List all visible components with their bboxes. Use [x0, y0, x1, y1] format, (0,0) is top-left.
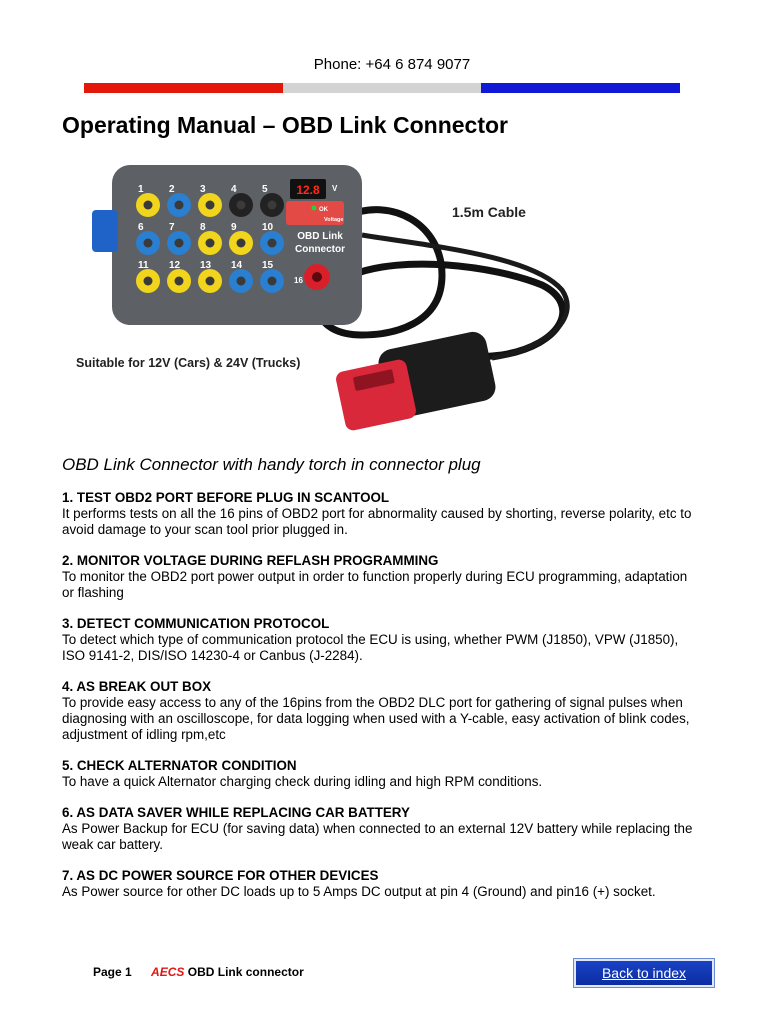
section-heading: 5. CHECK ALTERNATOR CONDITION	[62, 758, 297, 773]
product-photo	[62, 155, 622, 450]
pin-number: 15	[262, 260, 274, 271]
section-heading: 6. AS DATA SAVER WHILE REPLACING CAR BATTERY	[62, 805, 410, 820]
product-name: OBD Link connector	[187, 965, 304, 979]
display-unit: V	[332, 184, 338, 193]
section-body: As Power Backup for ECU (for saving data) when connected to an external 12V battery while replacing the weak car battery.	[62, 821, 693, 852]
section-body: As Power source for other DC loads up to 5 Amps DC output at pin 4 (Ground) and pin16 (+) socket.	[62, 884, 656, 899]
page-title: Operating Manual – OBD Link Connector	[62, 112, 508, 138]
pin-number: 7	[169, 222, 175, 233]
back-to-index-link[interactable]: Back to index	[601, 965, 687, 981]
page-number: Page 1	[93, 965, 132, 979]
display-value: 12.8	[296, 183, 320, 197]
pin-socket-hole	[206, 277, 215, 286]
feature-section	[62, 553, 702, 601]
pin-number: 9	[231, 222, 237, 233]
pin-socket-hole	[237, 239, 246, 248]
bar-grey	[283, 83, 482, 93]
pin-socket-hole	[237, 201, 246, 210]
section-heading: 3. DETECT COMMUNICATION PROTOCOL	[62, 616, 330, 631]
pin-socket-hole	[206, 239, 215, 248]
obd-plug	[335, 329, 499, 431]
pin-number: 16	[294, 276, 303, 285]
section-body: To provide easy access to any of the 16pins from the OBD2 DLC port for gathering of signal pulses when diagnosing with an oscilloscope, for data logging when used with a Y-cable, easy activation of blink codes, adjustment of idling rpm,etc	[62, 695, 690, 742]
pin-socket-hole	[237, 277, 246, 286]
ok-label: OK	[319, 207, 328, 213]
pin-socket-hole	[175, 277, 184, 286]
pin-socket-hole	[144, 239, 153, 248]
brand-name: AECS	[151, 965, 185, 979]
product-illustration	[62, 155, 622, 450]
pin-socket-hole	[144, 277, 153, 286]
feature-section	[62, 868, 702, 900]
voltage-label: Voltage	[324, 217, 344, 223]
section-heading: 1. TEST OBD2 PORT BEFORE PLUG IN SCANTOOL	[62, 490, 390, 505]
pin-number: 12	[169, 260, 181, 271]
section-body: To detect which type of communication protocol the ECU is using, whether PWM (J1850), VPW (J1850), ISO 9141-2, DIS/ISO 14230-4 or Canbus (J-2284).	[62, 632, 679, 663]
back-to-index-button[interactable]	[573, 958, 715, 988]
pin-number: 13	[200, 260, 212, 271]
device-name-line2: Connector	[295, 244, 345, 255]
pin-socket-hole	[206, 201, 215, 210]
section-heading: 2. MONITOR VOLTAGE DURING REFLASH PROGRAMMING	[62, 553, 439, 568]
pin-number: 5	[262, 184, 268, 195]
pin-number: 14	[231, 260, 243, 271]
section-body: To have a quick Alternator charging check during idling and high RPM conditions.	[62, 774, 543, 789]
pin-socket-hole	[144, 201, 153, 210]
suitability-label: Suitable for 12V (Cars) & 24V (Trucks)	[76, 356, 301, 370]
pin-number: 8	[200, 222, 206, 233]
bar-blue	[481, 83, 680, 93]
device-name-line1: OBD Link	[297, 231, 343, 242]
section-heading: 7. AS DC POWER SOURCE FOR OTHER DEVICES	[62, 868, 379, 883]
section-body: To monitor the OBD2 port power output in order to function properly during ECU programming, adaptation or flashing	[62, 569, 688, 600]
pin-number: 11	[138, 260, 149, 271]
feature-section	[62, 616, 702, 664]
pin-socket-hole	[175, 239, 184, 248]
pin-socket-hole	[268, 201, 277, 210]
figure-caption: OBD Link Connector with handy torch in connector plug	[62, 455, 481, 474]
pin-number: 4	[231, 184, 237, 195]
pin-socket-hole	[268, 239, 277, 248]
feature-section	[62, 758, 702, 790]
page-footer	[93, 965, 304, 979]
header-color-bar	[84, 83, 680, 93]
pin-number: 1	[138, 184, 144, 195]
feature-list	[62, 490, 702, 915]
pin-number: 6	[138, 222, 144, 233]
bar-red	[84, 83, 283, 93]
pin-number: 2	[169, 184, 175, 195]
pin-socket-hole	[175, 201, 184, 210]
section-body: It performs tests on all the 16 pins of OBD2 port for abnormality caused by shorting, reverse polarity, etc to avoid damage to your scan tool prior plugged in.	[62, 506, 692, 537]
feature-section	[62, 490, 702, 538]
phone-number: Phone: +64 6 874 9077	[313, 56, 471, 73]
pin-socket-hole	[268, 277, 277, 286]
feature-section	[62, 679, 702, 743]
feature-section	[62, 805, 702, 853]
pin-number: 10	[262, 222, 274, 233]
pin-number: 3	[200, 184, 206, 195]
section-heading: 4. AS BREAK OUT BOX	[62, 679, 212, 694]
cable-label: 1.5m Cable	[452, 204, 526, 220]
